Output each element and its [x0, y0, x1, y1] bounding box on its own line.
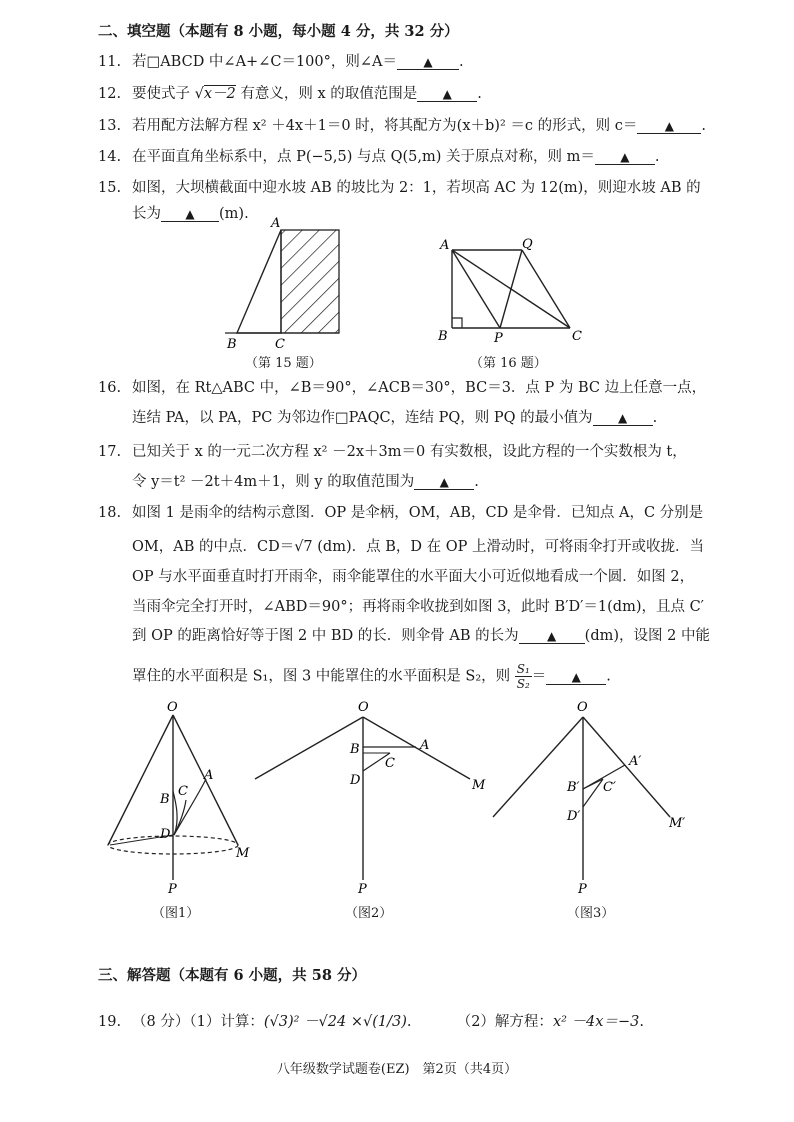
figure-1-caption: （图1）	[152, 906, 200, 921]
label-B: B	[350, 742, 360, 757]
label-O: O	[167, 700, 178, 715]
part-1-expression: (√3)² －√24 ×√(1/3)	[263, 1014, 407, 1030]
label-C: C	[275, 337, 285, 352]
label-D: D′	[567, 809, 581, 824]
figure-16-caption: （第 16 题）	[470, 356, 547, 371]
segment-AP	[452, 250, 500, 328]
label-B: B	[438, 329, 448, 344]
question-text: 到 OP 的距离恰好等于图 2 中 BD 的长．则伞骨 AB 的长为	[132, 628, 519, 644]
question-number: 17.	[98, 444, 122, 460]
label-M: M	[236, 846, 250, 861]
figure-3-umbrella-partial	[485, 695, 695, 895]
segment-PQ	[500, 250, 522, 328]
label-P: P	[494, 331, 503, 346]
label-B: B	[227, 337, 237, 352]
section-heading-solve: 三、解答题（本题有 6 小题，共 58 分）	[98, 967, 366, 984]
label-B: B	[160, 792, 170, 807]
question-text: 若用配方法解方程 x² ＋4x＋1＝0 时，将其配方为(x＋b)² ＝c 的形式，则 c＝	[132, 118, 638, 134]
question-18-line6	[132, 662, 611, 691]
figure-1-umbrella	[100, 695, 260, 895]
label-A: A	[420, 738, 430, 753]
label-B: B′	[567, 780, 580, 795]
question-text: 连结 PA，以 PA，PC 为邻边作□PAQC，连结 PQ，则 PQ 的最小值为	[132, 410, 593, 426]
label-O: O	[358, 700, 369, 715]
period: .	[474, 474, 479, 490]
answer-blank-ratio[interactable]	[546, 667, 606, 685]
period: .	[654, 149, 660, 165]
figure-16-parallelogram	[432, 232, 592, 347]
question-text: 长为	[132, 206, 161, 222]
question-number: 18.	[98, 505, 122, 521]
question-text: 若□ABCD 中∠A+∠C＝100°，则∠A＝	[132, 54, 397, 70]
triangle-mark: ▲	[439, 475, 449, 489]
question-17-line2	[132, 472, 479, 492]
rib-left	[255, 717, 363, 779]
fraction-denominator: S₂	[516, 677, 530, 691]
figure-3-caption: （图3）	[567, 906, 615, 921]
question-text: 令 y＝t² －2t＋4m＋1，则 y 的取值范围为	[132, 474, 415, 490]
question-text: 要使式子	[132, 86, 190, 102]
question-number: 11.	[98, 54, 122, 70]
label-D: D	[160, 827, 171, 842]
question-text: (dm)，设图 2 中能	[584, 628, 710, 644]
triangle-mark: ▲	[571, 669, 581, 684]
period: .	[606, 668, 611, 685]
triangle-mark: ▲	[618, 411, 628, 425]
answer-blank[interactable]	[397, 52, 459, 70]
part-2-equation: x² －4x＝−3	[552, 1014, 640, 1030]
answer-blank-AB[interactable]	[519, 626, 585, 644]
part-2-label: （2）解方程：	[456, 1014, 553, 1030]
triangle-mark: ▲	[547, 629, 557, 643]
fraction-S1-S2	[515, 662, 532, 691]
period: .	[639, 1014, 644, 1030]
label-Q: Q	[522, 237, 533, 252]
label-C: C	[385, 756, 395, 771]
question-18-line5	[132, 626, 710, 646]
label-O: O	[577, 700, 588, 715]
answer-blank[interactable]	[637, 116, 701, 134]
period: .	[459, 54, 464, 70]
period: .	[477, 86, 482, 102]
unit-text: (m).	[219, 206, 249, 222]
question-number: 12.	[98, 86, 122, 102]
question-text: 已知关于 x 的一元二次方程 x² －2x＋3m＝0 有实数根，设此方程的一个实数根为 t，	[132, 444, 687, 460]
equals-sign: ＝	[531, 668, 547, 685]
section-heading-fill-blank: 二、填空题（本题有 8 小题，每小题 4 分，共 32 分）	[98, 23, 459, 40]
triangle-mark: ▲	[185, 207, 195, 221]
label-C: C	[178, 784, 188, 799]
label-C: C′	[603, 780, 616, 795]
slope-triangle	[237, 230, 281, 333]
question-text: 罩住的水平面积是 S₁，图 3 中能罩住的水平面积是 S₂，则	[132, 668, 511, 685]
question-text: 如图，大坝横截面中迎水坡 AB 的坡比为 2：1，若坝高 AC 为 12(m)，则迎水坡 AB 的	[132, 180, 701, 196]
radicand: x－2	[203, 86, 236, 102]
question-number: 13.	[98, 118, 122, 134]
rib-left	[493, 717, 583, 817]
label-A: A	[440, 238, 450, 253]
question-text: 如图，在 Rt△ABC 中，∠B＝90°，∠ACB＝30°，BC＝3．点 P 为 BC 边上任意一点，	[132, 380, 707, 396]
question-11	[98, 52, 464, 72]
question-text: 在平面直角坐标系中，点 P(−5,5) 与点 Q(5,m) 关于原点对称，则 m＝	[132, 149, 595, 165]
triangle-mark: ▲	[664, 119, 674, 133]
question-13	[98, 116, 706, 136]
label-P: P	[168, 882, 177, 895]
answer-blank[interactable]	[414, 472, 474, 490]
label-M: M	[472, 778, 486, 793]
triangle-mark: ▲	[620, 150, 630, 164]
fraction-numerator: S₁	[516, 662, 530, 676]
figure-2-umbrella-open	[250, 695, 500, 895]
label-M: M′	[669, 816, 686, 831]
answer-blank[interactable]	[595, 147, 655, 165]
figure-15-dam	[215, 215, 355, 355]
question-number: 16.	[98, 380, 122, 396]
segment-QC	[522, 250, 570, 328]
period: .	[652, 410, 658, 426]
figure-2-caption: （图2）	[345, 906, 393, 921]
question-score: （8 分）	[132, 1014, 190, 1030]
question-number: 14.	[98, 149, 122, 165]
question-text-2: 有意义，则 x 的取值范围是	[240, 86, 418, 102]
rib-OM	[363, 717, 470, 779]
label-D: D	[350, 773, 361, 788]
label-A: A′	[629, 754, 642, 769]
question-number: 19.	[98, 1014, 122, 1030]
question-18	[98, 503, 703, 523]
triangle-mark: ▲	[442, 87, 452, 101]
right-angle-mark	[452, 318, 462, 328]
rib-OM	[583, 717, 670, 817]
figure-15-caption: （第 15 题）	[245, 356, 322, 371]
question-number: 15.	[98, 180, 122, 196]
label-A: A	[204, 768, 214, 783]
question-18-line2: OM，AB 的中点．CD＝√7 (dm)．点 B，D 在 OP 上滑动时，可将雨伞打开或收拢．当	[132, 539, 704, 555]
page-footer: 八年级数学试题卷(EZ) 第2页（共4页）	[276, 1062, 518, 1077]
dam-body	[281, 230, 339, 333]
label-A: A	[271, 216, 281, 231]
triangle-mark: ▲	[423, 55, 433, 69]
question-12	[98, 84, 482, 104]
question-15	[98, 178, 701, 198]
rib-left	[108, 715, 173, 845]
question-18-line3: OP 与水平面垂直时打开雨伞，雨伞能罩住的水平面大小可近似地看成一个圆．如图 2，	[132, 569, 695, 585]
answer-blank[interactable]	[417, 84, 477, 102]
question-17	[98, 442, 687, 462]
question-text-line1: 如图 1 是雨伞的结构示意图．OP 是伞柄，OM，AB，CD 是伞骨．已知点 A，C 分别是	[132, 505, 704, 521]
label-C: C	[572, 329, 582, 344]
period: .	[701, 118, 706, 134]
part-1-label: （1）计算：	[189, 1014, 264, 1030]
sqrt-expression: √x－2	[194, 86, 236, 102]
label-P: P	[358, 882, 367, 895]
answer-blank[interactable]	[593, 408, 653, 426]
question-19	[98, 1012, 644, 1032]
answer-blank[interactable]	[161, 204, 219, 222]
label-P: P	[578, 882, 587, 895]
question-18-line4: 当雨伞完全打开时，∠ABD＝90°；再将雨伞收拢到如图 3，此时 B′D′＝1(dm)，且点 C′	[132, 599, 704, 615]
question-16-line2	[132, 408, 657, 428]
question-16	[98, 378, 706, 398]
question-14	[98, 147, 659, 167]
period: .	[406, 1014, 412, 1030]
